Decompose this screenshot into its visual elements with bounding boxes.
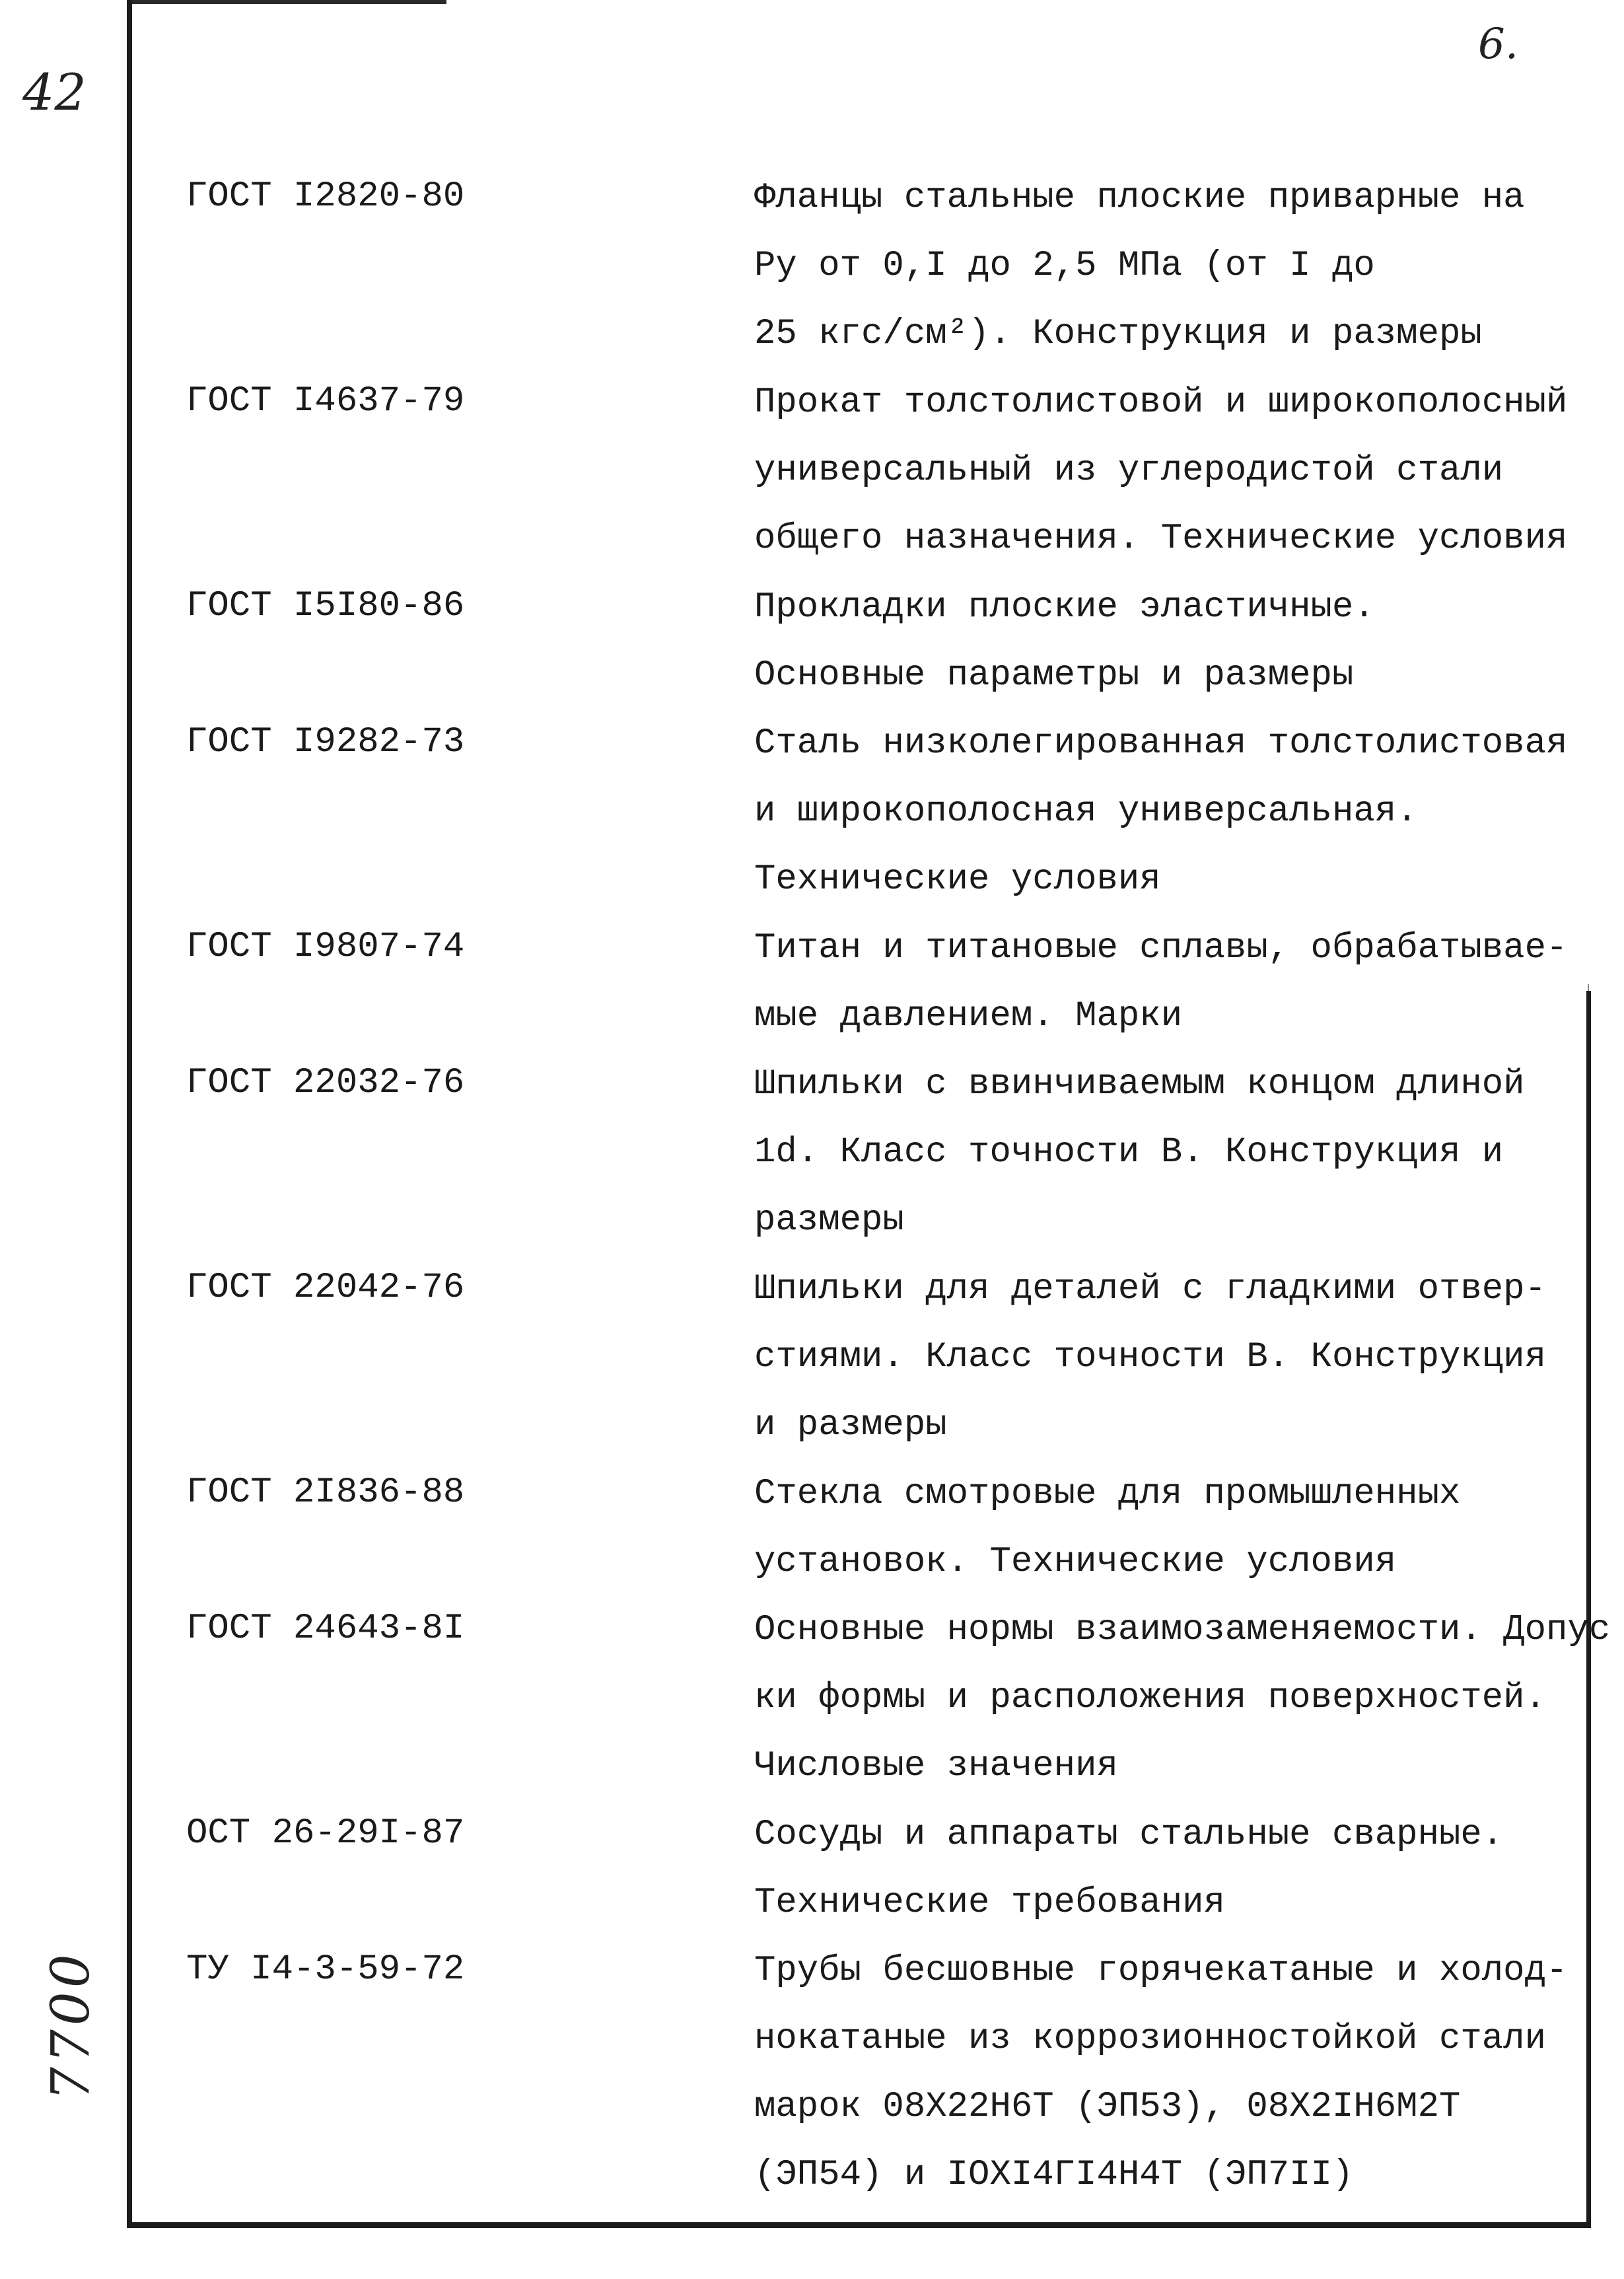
standard-code: ГОСТ 22042-76: [186, 1268, 465, 1308]
standard-code: ГОСТ 2I836-88: [186, 1472, 465, 1513]
standard-description: [754, 1801, 1503, 1937]
description-line: 25 кгс/см²). Конструкция и размеры: [754, 314, 1482, 354]
description-line: Шпильки с ввинчиваемым концом длиной: [754, 1064, 1525, 1104]
description-line: общего назначения. Технические условия: [754, 519, 1568, 559]
frame-top-line: [129, 0, 446, 4]
standard-code: ГОСТ I4637-79: [186, 381, 465, 421]
description-line: Стекла смотровые для промышленных: [754, 1474, 1461, 1514]
frame-left-line: [127, 0, 132, 2227]
standard-description: [754, 709, 1567, 914]
side-inventory-number: 7700: [40, 1950, 101, 2101]
description-line: ки формы и расположения поверхностей.: [754, 1678, 1546, 1718]
standard-description: [754, 573, 1375, 709]
description-line: и широкополосная универсальная.: [754, 791, 1418, 832]
description-line: Прокат толстолистовой и широкополосный: [754, 382, 1568, 423]
standard-description: [754, 1050, 1525, 1254]
page-number-left: 42: [22, 63, 87, 122]
description-line: 1d. Класс точности В. Конструкция и: [754, 1132, 1504, 1173]
standard-description: [754, 369, 1567, 573]
description-line: Сталь низколегированная толстолистовая: [754, 723, 1568, 764]
standard-code: ГОСТ 22032-76: [186, 1063, 465, 1103]
description-line: Числовые значения: [754, 1746, 1118, 1786]
description-line: Основные нормы взаимозаменяемости. Допус: [754, 1610, 1611, 1650]
standard-code: ГОСТ I9282-73: [186, 722, 465, 762]
description-line: Технические требования: [754, 1883, 1225, 1923]
standard-description: [754, 1460, 1460, 1596]
description-line: универсальный из углеродистой стали: [754, 451, 1504, 491]
description-line: Титан и титановые сплавы, обрабатывае-: [754, 928, 1568, 968]
description-line: Технические условия: [754, 859, 1161, 900]
standard-code: ТУ I4-3-59-72: [186, 1949, 465, 1990]
description-line: и размеры: [754, 1405, 947, 1445]
standard-description: [754, 1255, 1546, 1459]
description-line: нокатаные из коррозионностойкой стали: [754, 2019, 1546, 2059]
description-line: установок. Технические условия: [754, 1542, 1397, 1582]
description-line: Сосуды и аппараты стальные сварные.: [754, 1815, 1504, 1855]
frame-bottom-line: [127, 2222, 1591, 2228]
standard-description: [754, 164, 1525, 368]
standard-description: [754, 914, 1567, 1050]
description-line: Шпильки для деталей с гладкими отвер-: [754, 1269, 1546, 1309]
description-line: Основные параметры и размеры: [754, 655, 1354, 696]
description-line: Ру от 0,I до 2,5 МПа (от I до: [754, 246, 1375, 286]
standard-code: ГОСТ I9807-74: [186, 927, 465, 967]
description-line: (ЭП54) и IOXI4ГI4Н4Т (ЭП7II): [754, 2155, 1354, 2195]
description-line: Прокладки плоские эластичные.: [754, 587, 1375, 628]
description-line: стиями. Класс точности В. Конструкция: [754, 1337, 1546, 1377]
standard-code: ГОСТ 24643-8I: [186, 1609, 465, 1649]
description-line: Фланцы стальные плоские приварные на: [754, 178, 1525, 218]
description-line: марок 08Х22Н6Т (ЭП53), 08Х2IН6М2Т: [754, 2087, 1461, 2127]
description-line: Трубы бесшовные горячекатаные и холод-: [754, 1951, 1568, 1991]
standard-description: [754, 1937, 1567, 2209]
standard-code: ГОСТ I5I80-86: [186, 586, 465, 626]
standard-description: [754, 1596, 1610, 1800]
standard-code: ОСТ 26-29I-87: [186, 1813, 465, 1854]
page-number-right: 6.: [1478, 20, 1519, 69]
description-line: мые давлением. Марки: [754, 996, 1183, 1036]
description-line: размеры: [754, 1200, 904, 1241]
standard-code: ГОСТ I2820-80: [186, 176, 465, 217]
